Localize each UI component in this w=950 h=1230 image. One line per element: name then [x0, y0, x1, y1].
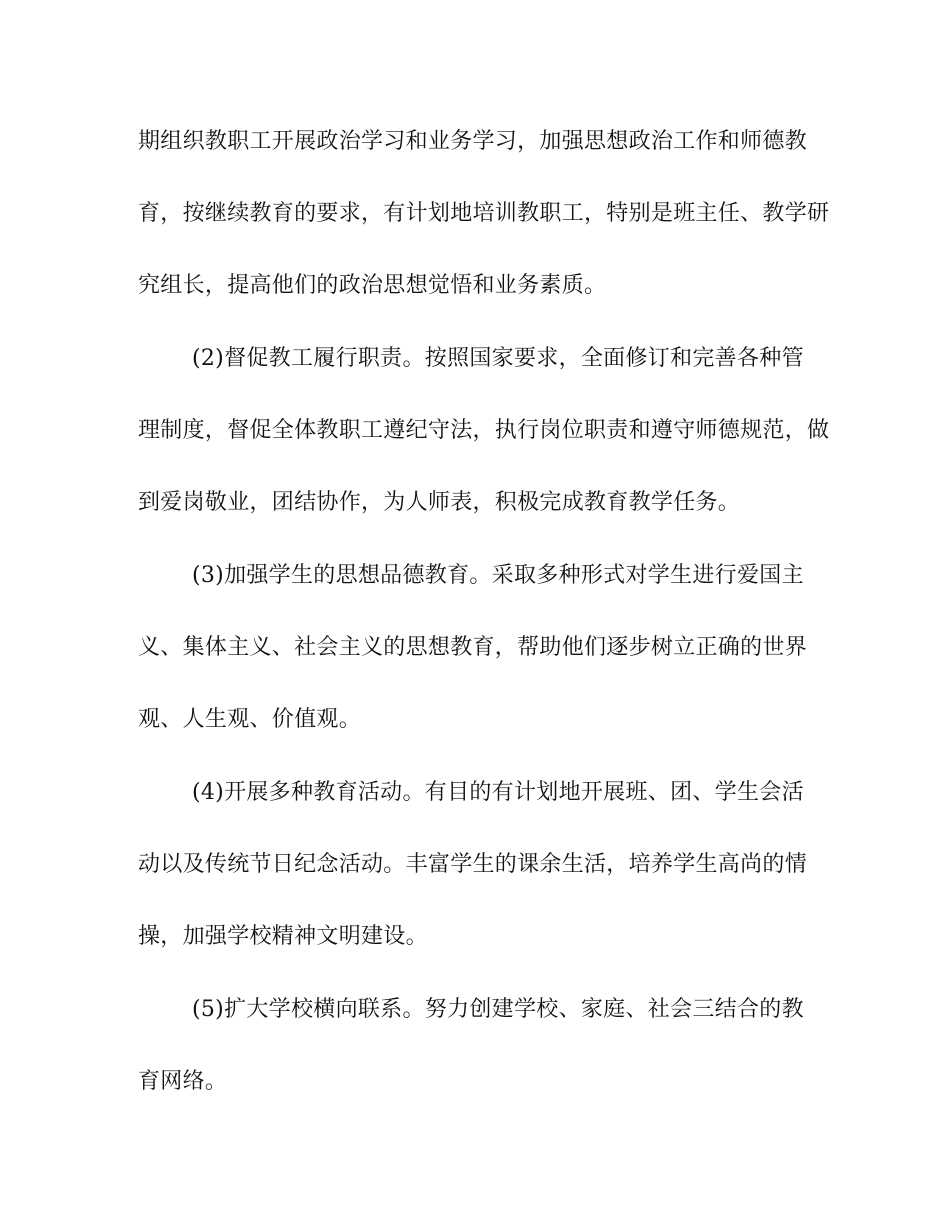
text-line: 理制度，督促全体教职工遵纪守法，执行岗位职责和遵守师德规范，做	[138, 418, 830, 443]
paragraph-start-line: (3)加强学生的思想品德教育。采取多种形式对学生进行爱国主	[192, 563, 804, 588]
text-line: 义、集体主义、社会主义的思想教育，帮助他们逐步树立正确的世界	[138, 635, 808, 660]
text-line: 到爱岗敬业，团结协作，为人师表，积极完成教育教学任务。	[138, 490, 741, 515]
text-line: 究组长，提高他们的政治思想觉悟和业务素质。	[138, 273, 607, 298]
text-line: 期组织教职工开展政治学习和业务学习，加强思想政治工作和师德教	[138, 129, 808, 154]
text-line: 育，按继续教育的要求，有计划地培训教职工，特别是班主任、教学研	[138, 201, 830, 226]
text-line: 育网络。	[138, 1069, 228, 1094]
text-line: 动以及传统节日纪念活动。丰富学生的课余生活，培养学生高尚的情	[138, 852, 808, 877]
paragraph-start-line: (5)扩大学校横向联系。努力创建学校、家庭、社会三结合的教	[192, 997, 804, 1022]
text-line: 操，加强学校精神文明建设。	[138, 924, 428, 949]
text-line: 观、人生观、价值观。	[138, 707, 362, 732]
paragraph-start-line: (2)督促教工履行职责。按照国家要求，全面修订和完善各种管	[192, 346, 804, 371]
paragraph-start-line: (4)开展多种教育活动。有目的有计划地开展班、团、学生会活	[192, 780, 804, 805]
